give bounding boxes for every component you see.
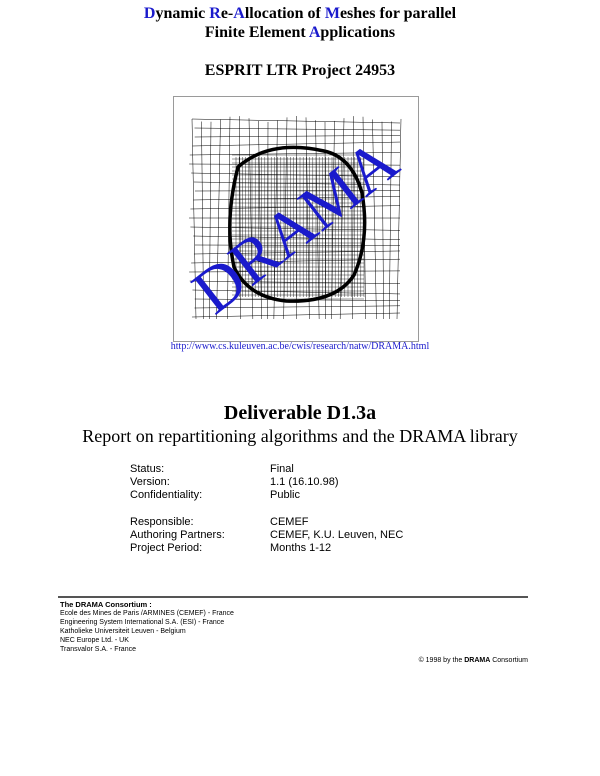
mesh-illustration [174,97,418,341]
document-title [0,4,600,42]
project-url[interactable]: http://www.cs.kuleuven.ac.be/cwis/research/natw/DRAMA.html [170,341,430,352]
title-text: ynamic [155,5,210,22]
responsible-label: Responsible: [130,516,194,528]
deliverable-subtitle: Report on repartitioning algorithms and the DRAMA library [82,426,518,446]
copyright-name: DRAMA [464,657,491,664]
footer-divider [58,596,528,598]
title-text: pplications [320,24,396,41]
consortium-heading: The DRAMA Consortium : [60,600,152,609]
title-text: llocation of [244,5,325,22]
confidentiality-row [130,489,490,502]
copyright-notice [419,657,528,664]
copyright-prefix: © 1998 by the [418,657,465,664]
status-row [130,463,490,476]
consortium-member: Katholieke Universiteit Leuven - Belgium [60,628,186,635]
consortium-member: Transvalor S.A. - France [60,646,136,653]
partners-label: Authoring Partners: [130,529,225,541]
version-label: Version: [130,476,170,488]
title-highlight-letter: R [209,5,221,22]
title-highlight-letter: A [233,5,245,22]
consortium-member: Engineering System International S.A. (ESI) - France [60,619,225,626]
consortium-member: Ecole des Mines de Paris /ARMINES (CEMEF) - France [60,610,234,617]
title-line-2 [0,23,600,42]
version-value: 1.1 (16.10.98) [270,476,339,488]
period-row [130,542,490,555]
period-value: Months 1-12 [270,542,332,554]
partners-value: CEMEF, K.U. Leuven, NEC [270,529,404,541]
version-row [130,476,490,489]
responsibility-table [130,516,490,555]
title-text: Finite Element [204,24,309,41]
title-line-1 [0,4,600,23]
confidentiality-value: Public [270,489,300,501]
period-label: Project Period: [130,542,203,554]
title-highlight-letter: D [143,5,156,22]
responsible-value: CEMEF [270,516,309,528]
project-name: ESPRIT LTR Project 24953 [204,62,396,79]
mesh-figure [173,96,419,342]
consortium-member: NEC Europe Ltd. - UK [60,637,129,644]
deliverable-title: Deliverable D1.3a [223,402,377,424]
title-highlight-letter: A [308,24,321,41]
confidentiality-label: Confidentiality: [130,489,203,501]
status-value: Final [270,463,294,475]
status-table [130,463,490,502]
responsible-row [130,516,490,529]
title-highlight-letter: M [324,5,340,22]
title-text: eshes for parallel [339,5,457,22]
title-text: e- [220,5,234,22]
partners-row [130,529,490,542]
status-label: Status: [130,463,165,475]
copyright-suffix: Consortium [490,657,528,664]
consortium-block [60,600,234,654]
drama-watermark: DRAMA [179,124,411,328]
